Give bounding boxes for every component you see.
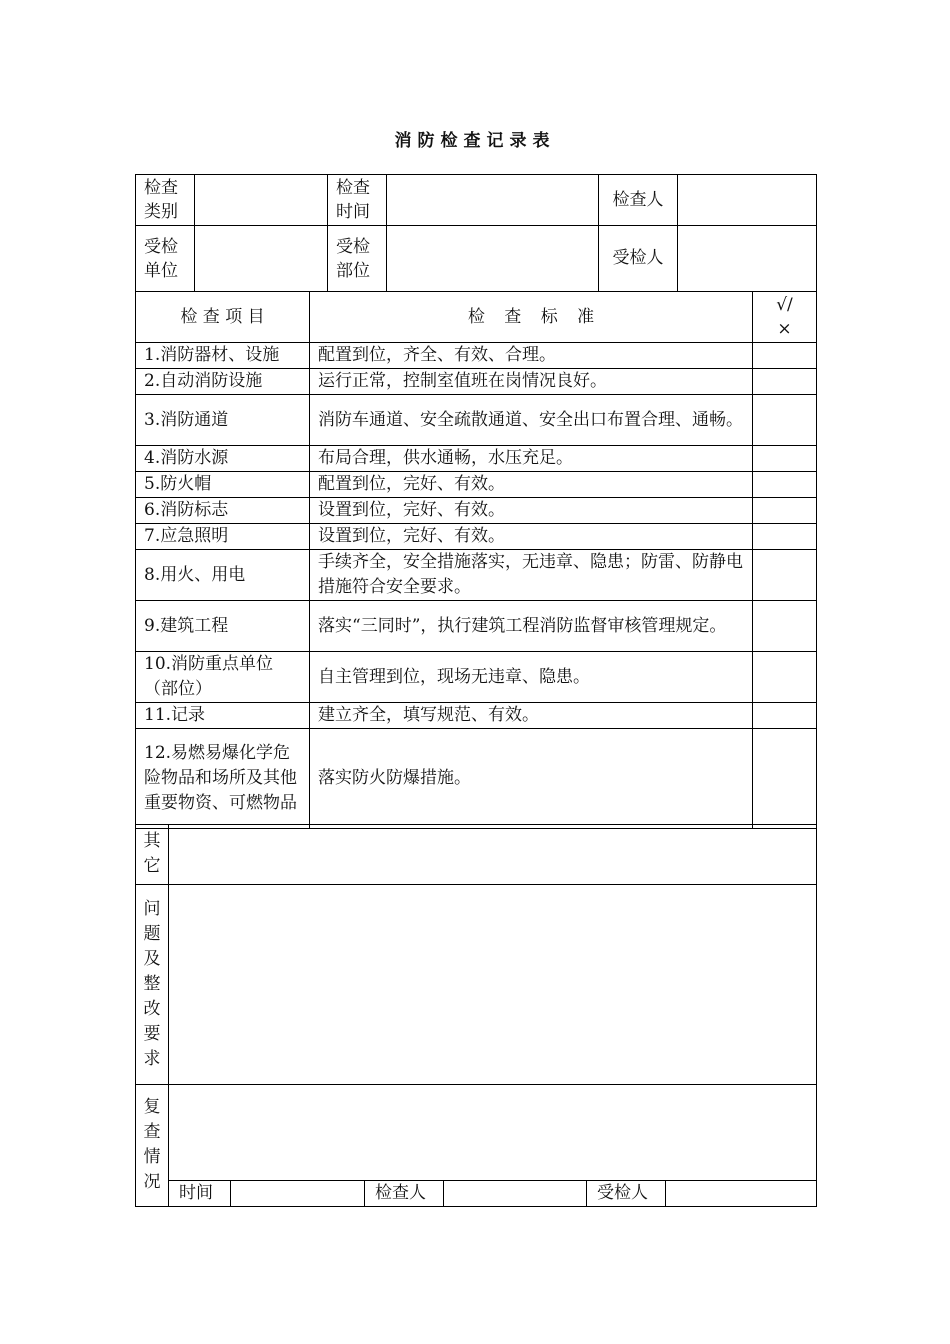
item-cell: 7.应急照明 xyxy=(136,524,310,550)
standard-cell: 布局合理，供水通畅，水压充足。 xyxy=(310,446,753,472)
item-cell: 9.建筑工程 xyxy=(136,601,310,652)
table-row xyxy=(136,729,817,829)
standard-cell: 落实“三同时”，执行建筑工程消防监督审核管理规定。 xyxy=(310,601,753,652)
standard-cell: 运行正常，控制室值班在岗情况良好。 xyxy=(310,369,753,395)
inspected-person-label: 受检人 xyxy=(599,226,678,292)
item-cell: 2.自动消防设施 xyxy=(136,369,310,395)
standard-cell: 设置到位，完好、有效。 xyxy=(310,524,753,550)
check-time-label: 检查 时间 xyxy=(328,175,387,226)
problems-field[interactable] xyxy=(169,885,817,1085)
standard-cell: 建立齐全，填写规范、有效。 xyxy=(310,703,753,729)
inspector-field[interactable] xyxy=(678,175,817,226)
table-row xyxy=(136,395,817,446)
mark-cell[interactable] xyxy=(753,446,817,472)
item-cell: 11.记录 xyxy=(136,703,310,729)
standard-cell: 消防车通道、安全疏散通道、安全出口布置合理、通畅。 xyxy=(310,395,753,446)
table-row xyxy=(136,498,817,524)
item-cell: 6.消防标志 xyxy=(136,498,310,524)
mark-cell[interactable] xyxy=(753,652,817,703)
check-time-field[interactable] xyxy=(387,175,599,226)
column-header-mark: √/ × xyxy=(753,292,817,343)
recheck-field[interactable] xyxy=(169,1085,817,1181)
other-field[interactable] xyxy=(169,825,817,885)
standard-cell: 设置到位，完好、有效。 xyxy=(310,498,753,524)
header-table xyxy=(135,174,817,292)
recheck-inspector-field[interactable] xyxy=(444,1181,587,1207)
recheck-label: 复 查 情 况 xyxy=(136,1085,169,1207)
mark-cell[interactable] xyxy=(753,369,817,395)
recheck-time-label: 时间 xyxy=(169,1181,231,1207)
standard-cell: 落实防火防爆措施。 xyxy=(310,729,753,829)
item-cell: 10.消防重点单位（部位） xyxy=(136,652,310,703)
standard-cell: 配置到位，完好、有效。 xyxy=(310,472,753,498)
standard-cell: 自主管理到位，现场无违章、隐患。 xyxy=(310,652,753,703)
inspector-label: 检查人 xyxy=(599,175,678,226)
unit-field[interactable] xyxy=(195,226,328,292)
mark-cell[interactable] xyxy=(753,524,817,550)
item-cell: 12.易燃易爆化学危险物品和场所及其他重要物资、可燃物品 xyxy=(136,729,310,829)
recheck-inspected-field[interactable] xyxy=(666,1181,817,1207)
table-row xyxy=(136,703,817,729)
item-cell: 8.用火、用电 xyxy=(136,550,310,601)
standard-cell: 配置到位，齐全、有效、合理。 xyxy=(310,343,753,369)
item-cell: 5.防火帽 xyxy=(136,472,310,498)
unit-label: 受检 单位 xyxy=(136,226,195,292)
recheck-inspected-label: 受检人 xyxy=(587,1181,666,1207)
table-row xyxy=(136,472,817,498)
items-table xyxy=(135,291,817,829)
table-row xyxy=(136,524,817,550)
inspected-person-field[interactable] xyxy=(678,226,817,292)
notes-table xyxy=(135,824,817,1207)
part-field[interactable] xyxy=(387,226,599,292)
column-header-standard: 检 查 标 准 xyxy=(310,292,753,343)
mark-cell[interactable] xyxy=(753,498,817,524)
column-header-item: 检 查 项 目 xyxy=(136,292,310,343)
item-cell: 3.消防通道 xyxy=(136,395,310,446)
check-type-field[interactable] xyxy=(195,175,328,226)
recheck-inspector-label: 检查人 xyxy=(365,1181,444,1207)
table-row xyxy=(136,446,817,472)
check-type-label: 检查 类别 xyxy=(136,175,195,226)
table-row xyxy=(136,601,817,652)
page-title: 消防检查记录表 xyxy=(394,131,556,151)
item-cell: 1.消防器材、设施 xyxy=(136,343,310,369)
table-row xyxy=(136,343,817,369)
mark-cell[interactable] xyxy=(753,601,817,652)
table-row xyxy=(136,652,817,703)
problems-label: 问 题 及 整 改 要 求 xyxy=(136,885,169,1085)
table-row xyxy=(136,550,817,601)
mark-cell[interactable] xyxy=(753,729,817,829)
other-label: 其 它 xyxy=(136,825,169,885)
item-cell: 4.消防水源 xyxy=(136,446,310,472)
table-row xyxy=(136,369,817,395)
mark-cell[interactable] xyxy=(753,395,817,446)
mark-cell[interactable] xyxy=(753,550,817,601)
part-label: 受检 部位 xyxy=(328,226,387,292)
mark-cell[interactable] xyxy=(753,343,817,369)
mark-cell[interactable] xyxy=(753,472,817,498)
recheck-time-field[interactable] xyxy=(231,1181,365,1207)
mark-cell[interactable] xyxy=(753,703,817,729)
standard-cell: 手续齐全，安全措施落实，无违章、隐患；防雷、防静电措施符合安全要求。 xyxy=(310,550,753,601)
